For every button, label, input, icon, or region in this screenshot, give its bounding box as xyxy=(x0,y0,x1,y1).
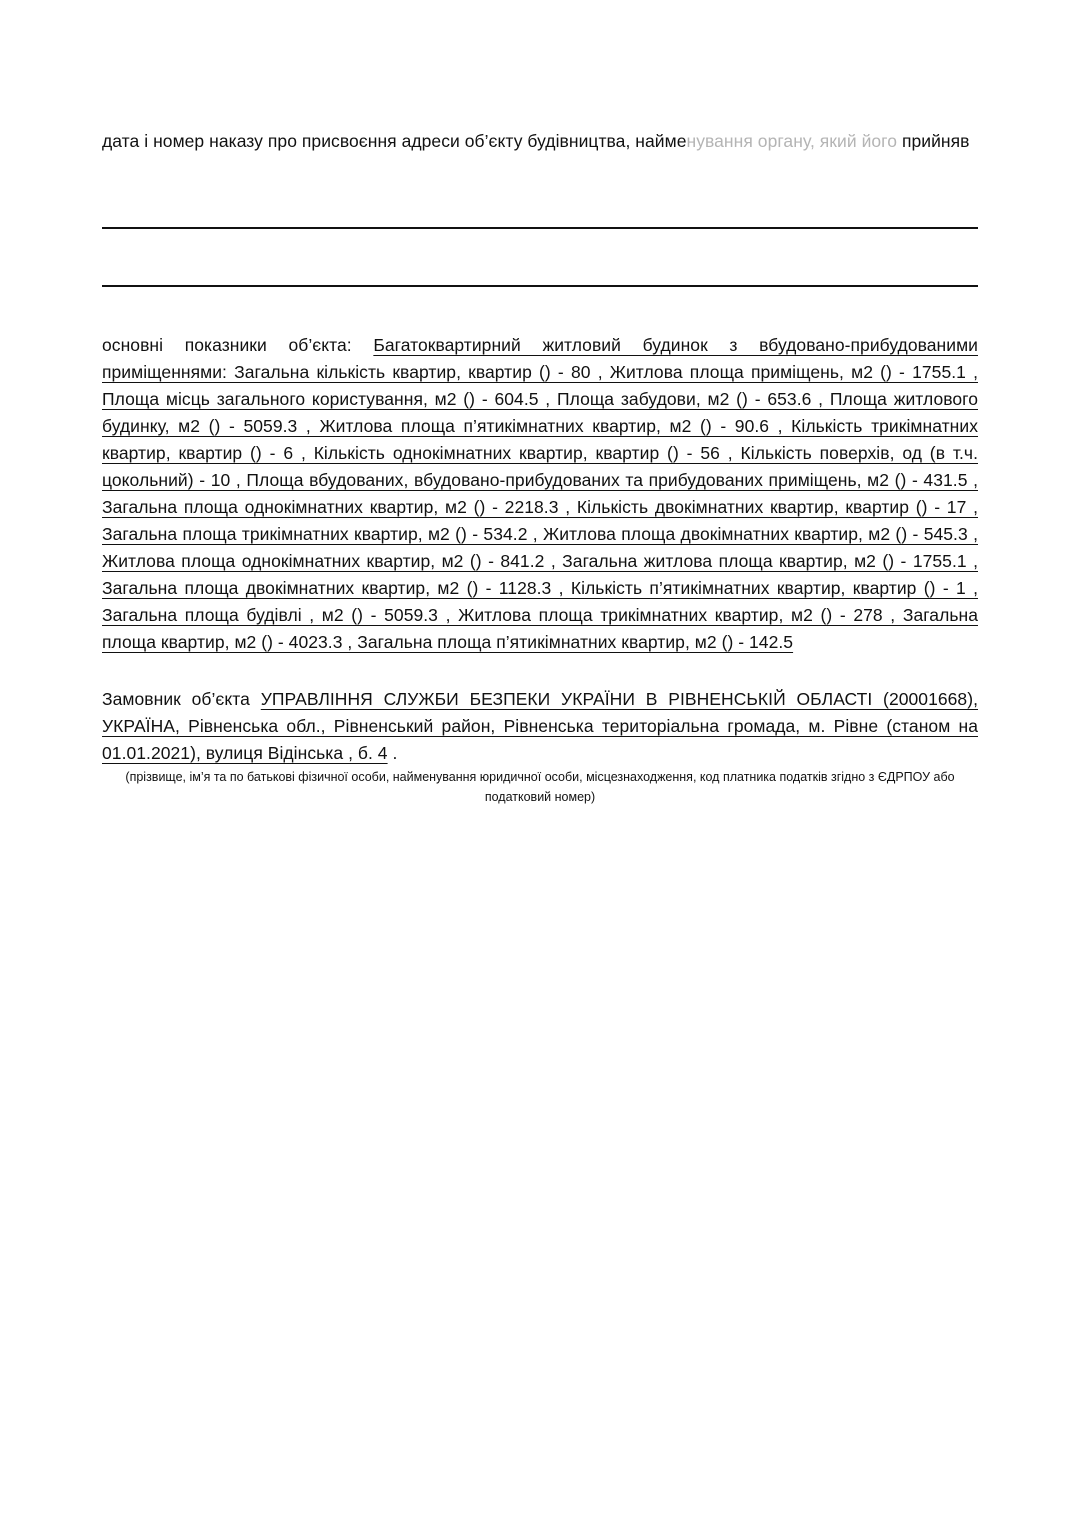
indicators-label: основні показники об’єкта: xyxy=(102,335,352,355)
blank-fill-line-1 xyxy=(102,227,978,229)
customer-field-caption: (прізвище, ім’я та по батькові фізичної особи, найменування юридичної особи, місцезнаходження, код платника податків згідно з ЄДРПОУ або податковий номер) xyxy=(125,770,955,804)
blank-fill-line-2 xyxy=(102,285,978,287)
object-indicators-paragraph xyxy=(102,332,978,656)
customer-end-mark: . xyxy=(392,743,398,763)
order-date-number-paragraph xyxy=(102,128,978,155)
customer-value: УПРАВЛІННЯ СЛУЖБИ БЕЗПЕКИ УКРАЇНИ В РІВНЕНСЬКІЙ ОБЛАСТІ (20001668), УКРАЇНА, Рівненська обл., Рівненський район, Рівненська територіальна громада, м. Рівне (станом на 01.01.2021), вулиця Відінська , б. 4 xyxy=(102,689,978,763)
customer-label: Замовник об’єкта xyxy=(102,689,250,709)
order-line-text: дата і номер наказу про присвоєння адреси об’єкту будівництва, найме xyxy=(102,131,687,151)
order-line-faded-text: нування органу, який його xyxy=(686,131,898,151)
indicators-value: Багатоквартирний житловий будинок з вбудовано-прибудованими приміщеннями: Загальна кількість квартир, квартир () - 80 , Житлова площа приміщень, м2 () - 1755.1 , Площа місць загального користування, м2 () - 604.5 , Площа забудови, м2 () - 653.6 , Площа житлового будинку, м2 () - 5059.3 , Житлова площа п’ятикімнатних квартир, м2 () - 90.6 , Кількість трикімнатних квартир, квартир () - 6 , Кількість однокімнатних квартир, квартир () - 56 , Кількість поверхів, од (в т.ч. цокольний) - 10 , Площа вбудованих, вбудовано-прибудованих та прибудованих приміщень, м2 () - 431.5 , Загальна площа однокімнатних квартир, м2 () - 2218.3 , Кількість двокімнатних квартир, квартир () - 17 , Загальна площа трикімнатних квартир, м2 () - 534.2 , Житлова площа двокімнатних квартир, м2 () - 545.3 , Житлова площа однокімнатних квартир, м2 () - 841.2 , Загальна житлова площа квартир, м2 () - 1755.1 , Загальна площа двокімнатних квартир, м2 () - 1128.3 , Кількість п’ятикімнатних квартир, квартир () - 1 , Загальна площа будівлі , м2 () - 5059.3 , Житлова площа трикімнатних квартир, м2 () - 278 , Загальна площа квартир, м2 () - 4023.3 , Загальна площа п’ятикімнатних квартир, м2 () - 142.5 xyxy=(102,335,978,652)
customer-paragraph xyxy=(102,686,978,767)
order-line-end-text: прийняв xyxy=(901,131,970,151)
